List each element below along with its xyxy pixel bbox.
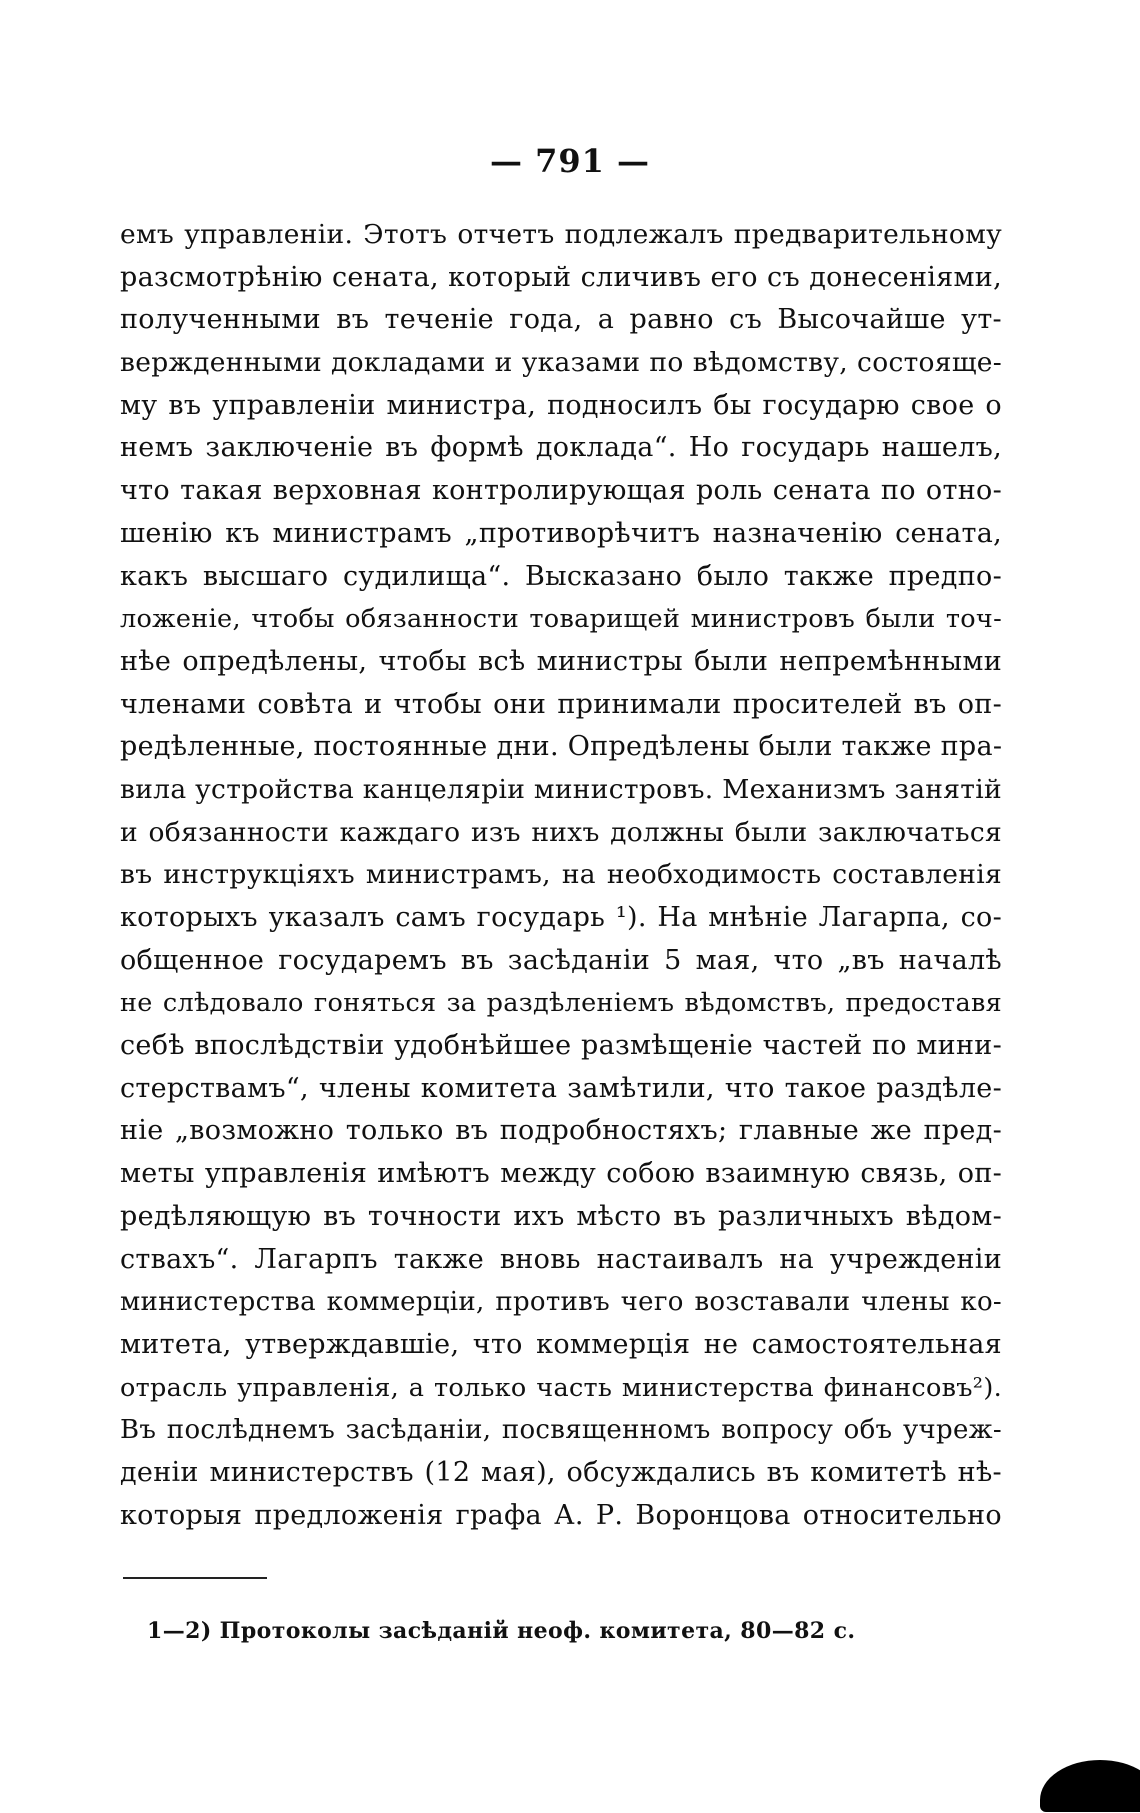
text-line: редѣленные, постоянные дни. Опредѣлены были также пра- <box>120 731 1002 763</box>
text-line: членами совѣта и чтобы они принимали просителей въ оп- <box>120 688 1002 720</box>
text-line: Въ послѣднемъ засѣданіи, посвященномъ вопросу объ учреж- <box>120 1415 1002 1446</box>
footnote: 1—2) Протоколы засѣданій неоф. комитета, 80—82 с. <box>147 1618 856 1644</box>
text-line: какъ высшаго судилища“. Высказано было также предпо- <box>120 560 1002 592</box>
text-line: немъ заключеніе въ формѣ доклада“. Но государь нашелъ, <box>120 432 1002 464</box>
text-line: емъ управленіи. Этотъ отчетъ подлежалъ предварительному <box>120 219 1002 250</box>
text-line: въ инструкціяхъ министрамъ, на необходимость составленія <box>120 859 1002 891</box>
text-line: нѣе опредѣлены, чтобы всѣ министры были непремѣнными <box>120 645 1002 677</box>
text-line: ніе „возможно только въ подробностяхъ; главные же пред- <box>120 1115 1002 1147</box>
text-line: что такая верховная контролирующая роль сената по отно- <box>120 475 1002 507</box>
text-line: отрасль управленія, а только часть министерства финансовъ²). <box>120 1372 1002 1403</box>
text-line: общенное государемъ въ засѣданіи 5 мая, что „въ началѣ <box>120 944 1002 976</box>
text-line: вила устройства канцеляріи министровъ. Механизмъ занятій <box>120 773 1002 805</box>
text-line: меты управленія имѣютъ между собою взаимную связь, оп- <box>120 1158 1002 1190</box>
text-line: стерствамъ“, члены комитета замѣтили, что такое раздѣле- <box>120 1072 1002 1104</box>
text-line: вержденными докладами и указами по вѣдомству, состояще- <box>120 347 1002 379</box>
text-line: деніи министерствъ (12 мая), обсуждались въ комитетѣ нѣ- <box>120 1456 1002 1488</box>
text-line: шенію къ министрамъ „противорѣчитъ назначенію сената, <box>120 517 1002 549</box>
text-line: ложеніе, чтобы обязанности товарищей министровъ были точ- <box>120 604 1002 635</box>
text-line: ствахъ“. Лагарпъ также вновь настаивалъ на учрежденіи <box>120 1243 1002 1275</box>
ink-blot-mark <box>1040 1760 1140 1812</box>
text-line: министерства коммерціи, противъ чего возставали члены ко- <box>120 1287 1002 1318</box>
text-line: разсмотрѣнію сената, который сличивъ его съ донесеніями, <box>120 261 1002 293</box>
text-line: полученными въ теченіе года, а равно съ Высочайше ут- <box>120 304 1002 336</box>
text-line: не слѣдовало гоняться за раздѣленіемъ вѣдомствъ, предоставя <box>120 988 1002 1019</box>
text-line: митета, утверждавшіе, что коммерція не самостоятельная <box>120 1328 1002 1360</box>
text-line: му въ управленіи министра, подносилъ бы государю свое о <box>120 389 1002 421</box>
body-text <box>120 214 1002 1537</box>
page-number: — 791 — <box>489 142 651 180</box>
text-line: редѣляющую въ точности ихъ мѣсто въ различныхъ вѣдом- <box>120 1200 1002 1232</box>
footnote-divider <box>123 1577 267 1579</box>
text-line: себѣ впослѣдствіи удобнѣйшее размѣщеніе частей по мини- <box>120 1030 1002 1062</box>
text-line: которыхъ указалъ самъ государь ¹). На мнѣніе Лагарпа, со- <box>120 902 1002 933</box>
text-line: которыя предложенія графа А. Р. Воронцова относительно <box>120 1499 1002 1531</box>
text-line: и обязанности каждаго изъ нихъ должны были заключаться <box>120 816 1002 848</box>
